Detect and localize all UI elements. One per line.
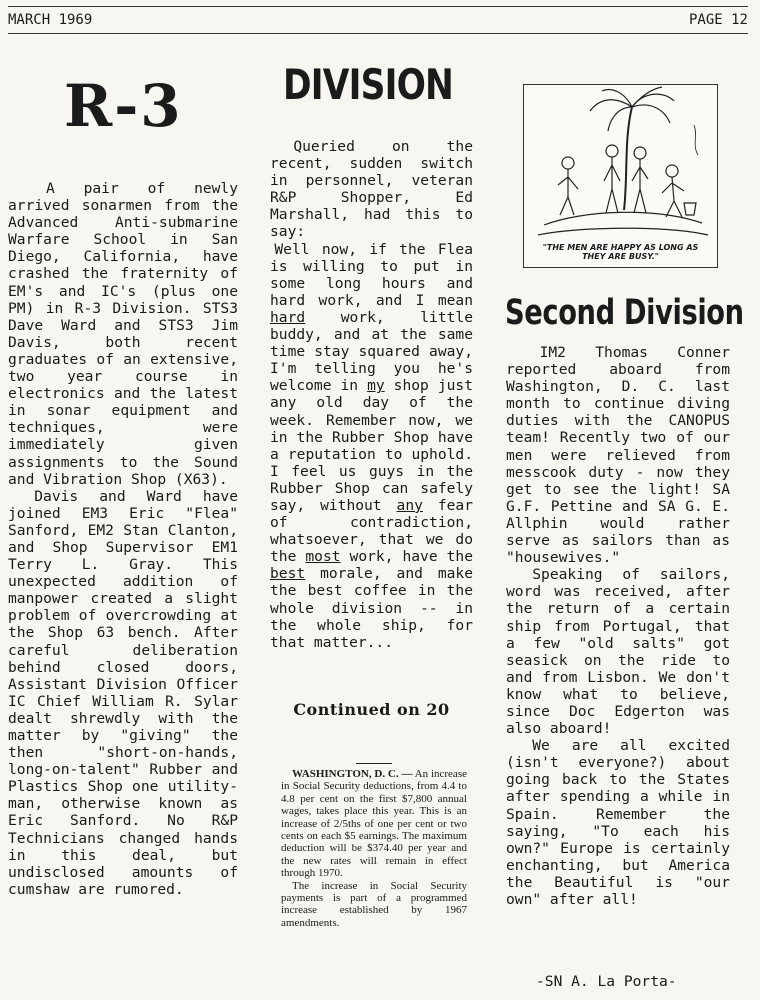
continued-notice: Continued on 20 <box>293 700 450 719</box>
headline-division: DIVISION <box>283 60 454 109</box>
paragraph: Davis and Ward have joined EM3 Eric "Flea" Sanford, EM2 Stan Clanton, and Shop Supervisor EM1 Terry L. Gray. This unexpected addition of manpower created a slight problem of overcrowding at the Shop 63 bench. After careful deliberation behind closed doors, Assistant Division Officer IC Chief William R. Sylar dealt shrewdly with the matter by "giving" the then "short-on-hands, long-on-talent" Rubber and Plastics Shop one utility-man, otherwise known as Eric Sanford. No R&P Technicians changed hands in this deal, but undisclosed amounts of cumshaw are rumored. <box>8 487 238 898</box>
underlined-word: best <box>270 565 306 583</box>
byline: -SN A. La Porta- <box>536 973 677 990</box>
paragraph: Speaking of sailors, word was received, after the return of a certain ship from Portugal, that a few "old salts" got seasick on the ride to and from Lisbon. We don't know what to believe, since Doc Edgerton was also aboard! <box>506 566 730 738</box>
paragraph: We are all excited (isn't everyone?) about going back to the States after spending a while in Spain. Remember the saying, "To each his own?" Europe is certainly enchanting, but America the Beautiful is "our own" after all! <box>506 737 730 908</box>
column-second-division-story <box>506 344 730 908</box>
divider <box>356 763 392 764</box>
cartoon-caption: "THE MEN ARE HAPPY AS LONG AS THEY ARE BUSY." <box>542 243 699 261</box>
news-paragraph: The increase in Social Security payments is part of a programmed increase established by 1967 amendments. <box>281 879 467 929</box>
paragraph: Queried on the recent, sudden switch in personnel, veteran R&P Shopper, Ed Marshall, had this to say: <box>270 138 473 241</box>
cartoon-drawing <box>524 85 717 267</box>
quote-paragraph: Well now, if the Flea is willing to put in some long hours and hard work, and I mean hard work, little buddy, and at the same time stay squared away, I'm telling you he's welcome in my shop just any old day of the week. Remember now, we in the Rubber Shop have a reputation to uphold. I feel us guys in the Rubber Shop can safely say, without any fear of contradiction, whatsoever, that we do the most work, have the best morale, and make the best coffee in the whole division -- in the whole ship, for that matter... <box>270 240 473 651</box>
column-r3-story <box>8 180 238 898</box>
dateline: WASHINGTON, D. C. — <box>292 768 413 780</box>
cartoon-illustration <box>523 84 718 268</box>
paragraph: IM2 Thomas Conner reported aboard from Washington, D. C. last month to continue diving duties with the CANOPUS team! Recently two of our men were relieved from messcook duty - now they get to see the light! SA G.F. Pettine and SA G. E. Allphin would rather serve as sailors than as "housewives." <box>506 344 730 567</box>
issue-date: MARCH 1969 <box>8 12 93 28</box>
page-number: PAGE 12 <box>688 12 748 28</box>
headline-r3: R-3 <box>64 72 183 140</box>
underlined-word: my <box>367 377 385 395</box>
column-division-story <box>270 138 473 651</box>
paragraph: A pair of newly arrived sonarmen from the Advanced Anti-submarine Warfare School in San Diego, California, have crashed the fraternity of EM's and IC's (plus one PM) in R-3 Division. STS3 Dave Ward and STS3 Jim Davis, both recent graduates of an extensive, two year course in electronics and the latest in sonar equipment and techniques, were immediately given assignments to the Sound and Vibration Shop (X63). <box>8 180 238 488</box>
underlined-word: any <box>396 496 423 514</box>
headline-second-division: Second Division <box>505 293 744 333</box>
news-paragraph: WASHINGTON, D. C. — An increase in Social Security deductions, from 4.4 to 4.8 per cent on the first $7,800 annual wages, takes place this year. This is an increase of 2/5ths of one per cent or two cents on each $5 earnings. The maximum deduction will be $374.40 per year and the new rates will remain in effect through 1970. <box>281 768 467 880</box>
masthead <box>8 6 748 34</box>
news-item-social-security <box>281 763 467 929</box>
underlined-word: most <box>305 548 341 566</box>
underlined-word: hard <box>270 308 306 326</box>
